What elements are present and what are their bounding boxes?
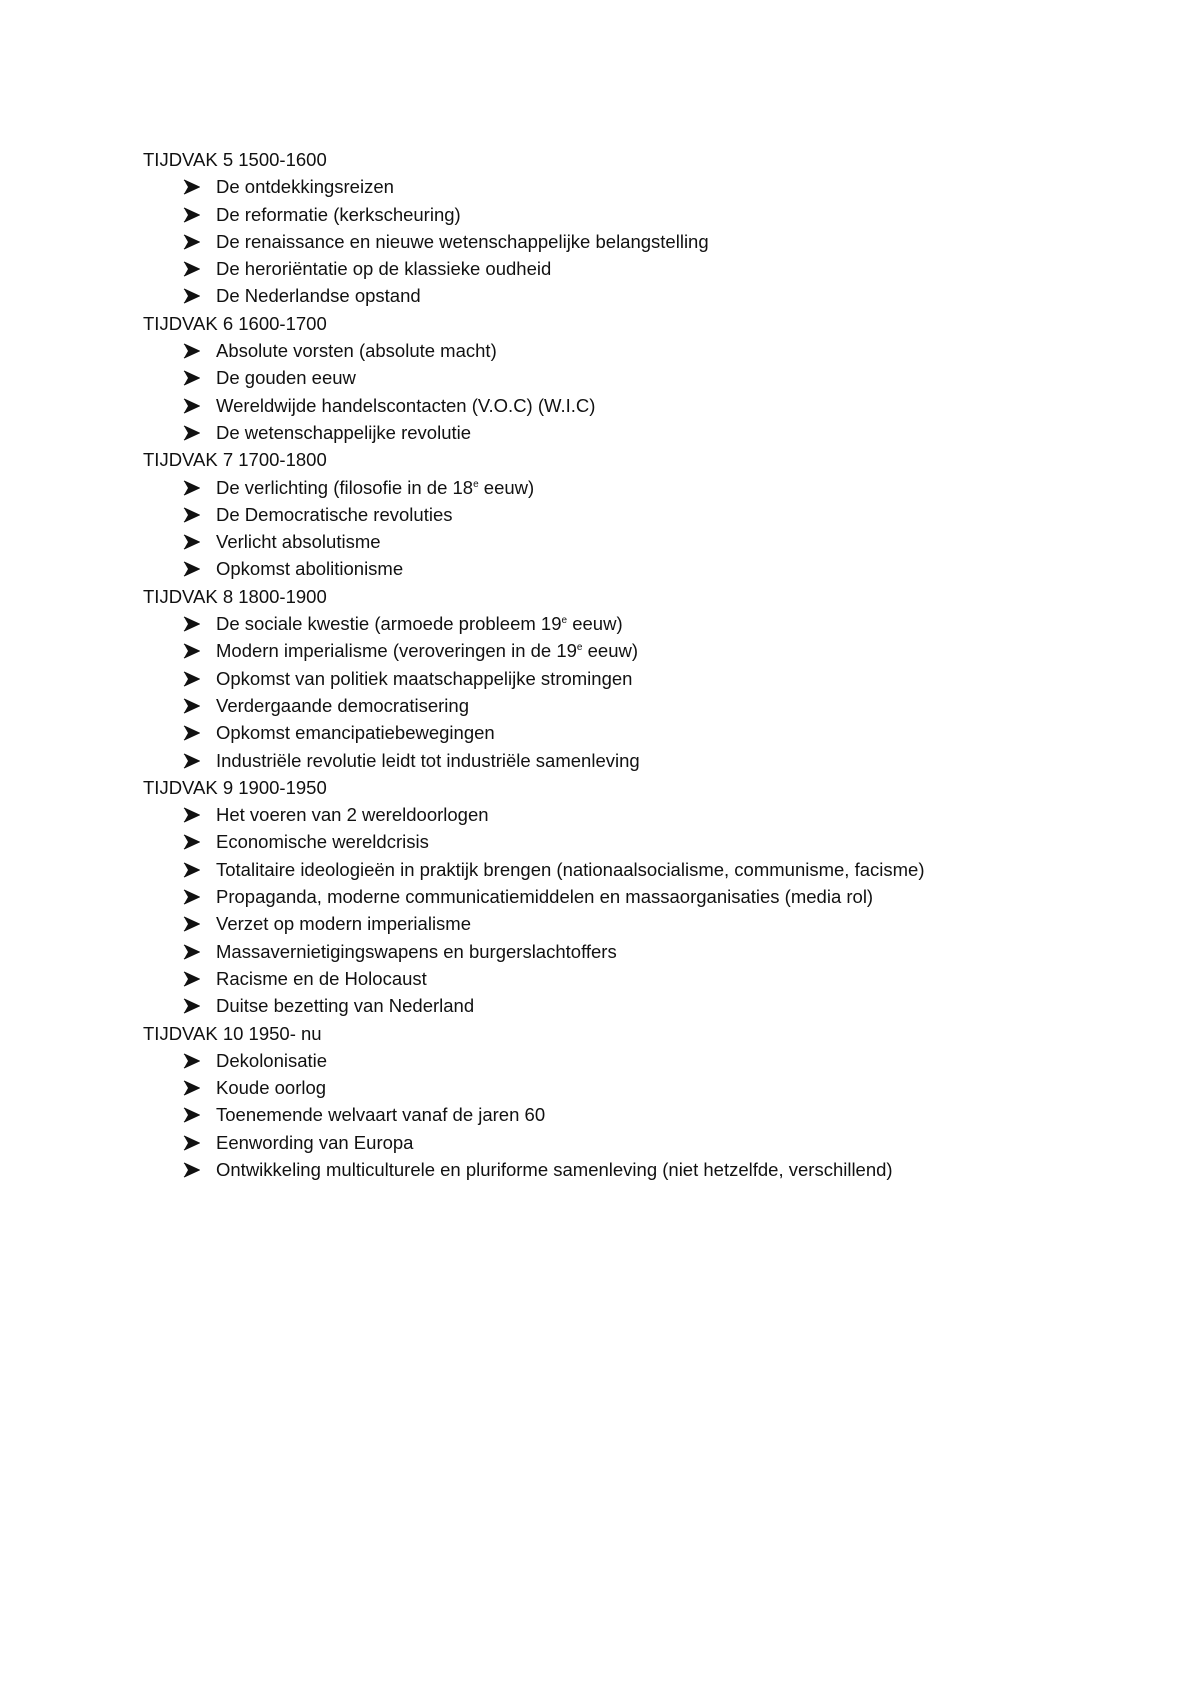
section-heading: TIJDVAK 8 1800-1900 bbox=[143, 585, 327, 607]
list-item-text: Propaganda, moderne communicatiemiddelen en massaorganisaties (media rol) bbox=[216, 886, 874, 908]
list-item-text: Het voeren van 2 wereldoorlogen bbox=[216, 804, 489, 826]
list-item-text-suffix: eeuw) bbox=[582, 640, 639, 662]
list-item-text: Verzet op modern imperialisme bbox=[216, 913, 471, 935]
list-item-text: Massavernietigingswapens en burgerslachtoffers bbox=[216, 940, 617, 962]
arrowhead-bullet-icon bbox=[183, 801, 203, 828]
list-item bbox=[143, 555, 1143, 582]
arrowhead-bullet-icon bbox=[183, 392, 203, 419]
list-item-text: Wereldwijde handelscontacten (V.O.C) (W.I.C) bbox=[216, 394, 596, 416]
arrowhead-bullet-icon bbox=[183, 474, 203, 501]
list-item bbox=[143, 938, 1143, 965]
list-item-text: De ontdekkingsreizen bbox=[216, 176, 394, 198]
arrowhead-bullet-icon bbox=[183, 1156, 203, 1183]
list-item bbox=[143, 474, 1143, 501]
arrowhead-bullet-icon bbox=[183, 228, 203, 255]
list-item bbox=[143, 719, 1143, 746]
list-item bbox=[143, 992, 1143, 1019]
list-item-text: De renaissance en nieuwe wetenschappelijke belangstelling bbox=[216, 230, 709, 252]
list-item bbox=[143, 747, 1143, 774]
list-item-text: Koude oorlog bbox=[216, 1077, 327, 1099]
list-item bbox=[143, 173, 1143, 200]
arrowhead-bullet-icon bbox=[183, 938, 203, 965]
arrowhead-bullet-icon bbox=[183, 747, 203, 774]
list-item-text: De Nederlandse opstand bbox=[216, 285, 421, 307]
list-item bbox=[143, 1101, 1143, 1128]
arrowhead-bullet-icon bbox=[183, 883, 203, 910]
arrowhead-bullet-icon bbox=[183, 828, 203, 855]
arrowhead-bullet-icon bbox=[183, 337, 203, 364]
list-item bbox=[143, 392, 1143, 419]
list-item-text-suffix: eeuw) bbox=[478, 476, 535, 498]
list-item bbox=[143, 610, 1143, 637]
list-item bbox=[143, 419, 1143, 446]
arrowhead-bullet-icon bbox=[183, 692, 203, 719]
section-heading: TIJDVAK 5 1500-1600 bbox=[143, 149, 327, 170]
list-item-text: De reformatie (kerkscheuring) bbox=[216, 203, 461, 225]
list-item-text: Industriële revolutie leidt tot industriële samenleving bbox=[216, 749, 640, 771]
list-item bbox=[143, 282, 1143, 309]
arrowhead-bullet-icon bbox=[183, 1074, 203, 1101]
arrowhead-bullet-icon bbox=[183, 282, 203, 309]
arrowhead-bullet-icon bbox=[183, 665, 203, 692]
arrowhead-bullet-icon bbox=[183, 1047, 203, 1074]
list-item bbox=[143, 1156, 1143, 1183]
list-item-text: Eenwording van Europa bbox=[216, 1131, 414, 1153]
ordinal-superscript: e bbox=[576, 642, 583, 654]
section-heading: TIJDVAK 7 1700-1800 bbox=[143, 449, 327, 471]
ordinal-superscript: e bbox=[473, 478, 479, 490]
list-item bbox=[143, 637, 1143, 664]
arrowhead-bullet-icon bbox=[183, 637, 203, 664]
list-item-text: De wetenschappelijke revolutie bbox=[216, 421, 472, 443]
section-heading: TIJDVAK 9 1900-1950 bbox=[143, 776, 327, 798]
list-item-text: Opkomst abolitionisme bbox=[216, 558, 404, 580]
list-item-text: Verlicht absolutisme bbox=[216, 531, 381, 553]
arrowhead-bullet-icon bbox=[183, 364, 203, 391]
list-item bbox=[143, 1074, 1143, 1101]
list-item bbox=[143, 228, 1143, 255]
arrowhead-bullet-icon bbox=[183, 173, 203, 200]
list-item-text: Duitse bezetting van Nederland bbox=[216, 995, 475, 1017]
list-item-text: Opkomst van politiek maatschappelijke stromingen bbox=[216, 667, 633, 689]
list-item bbox=[143, 692, 1143, 719]
list-item bbox=[143, 965, 1143, 992]
list-item-text: Opkomst emancipatiebewegingen bbox=[216, 722, 495, 744]
list-item bbox=[143, 528, 1143, 555]
arrowhead-bullet-icon bbox=[183, 1129, 203, 1156]
arrowhead-bullet-icon bbox=[183, 856, 203, 883]
list-item-text: Ontwikkeling multiculturele en pluriforme samenleving (niet hetzelfde, verschillend) bbox=[216, 1158, 893, 1180]
arrowhead-bullet-icon bbox=[183, 501, 203, 528]
list-item bbox=[143, 856, 1143, 883]
list-item-text: De verlichting (filosofie in de 18 bbox=[216, 476, 474, 498]
list-item-text: De Democratische revoluties bbox=[216, 503, 453, 525]
arrowhead-bullet-icon bbox=[183, 910, 203, 937]
list-item bbox=[143, 501, 1143, 528]
list-item bbox=[143, 255, 1143, 282]
section-heading: TIJDVAK 6 1600-1700 bbox=[143, 312, 327, 334]
list-item-text: De gouden eeuw bbox=[216, 367, 356, 389]
arrowhead-bullet-icon bbox=[183, 992, 203, 1019]
list-item-text: Verdergaande democratisering bbox=[216, 694, 469, 716]
list-item bbox=[143, 910, 1143, 937]
arrowhead-bullet-icon bbox=[183, 719, 203, 746]
list-item bbox=[143, 665, 1143, 692]
arrowhead-bullet-icon bbox=[183, 965, 203, 992]
tijdvakken-list bbox=[143, 146, 1143, 1183]
list-item bbox=[143, 1129, 1143, 1156]
list-item-text: Absolute vorsten (absolute macht) bbox=[216, 340, 497, 362]
arrowhead-bullet-icon bbox=[183, 528, 203, 555]
list-item-text: De sociale kwestie (armoede probleem 19 bbox=[216, 613, 562, 635]
arrowhead-bullet-icon bbox=[183, 255, 203, 282]
section-heading: TIJDVAK 10 1950- nu bbox=[143, 1022, 322, 1044]
list-item-text: Dekolonisatie bbox=[216, 1049, 328, 1071]
arrowhead-bullet-icon bbox=[183, 201, 203, 228]
list-item bbox=[143, 828, 1143, 855]
list-item bbox=[143, 1047, 1143, 1074]
list-item bbox=[143, 201, 1143, 228]
arrowhead-bullet-icon bbox=[183, 555, 203, 582]
arrowhead-bullet-icon bbox=[183, 419, 203, 446]
list-item-text: De heroriëntatie op de klassieke oudheid bbox=[216, 258, 552, 280]
list-item-text: Modern imperialisme (veroveringen in de 19 bbox=[216, 640, 577, 662]
list-item bbox=[143, 364, 1143, 391]
list-item bbox=[143, 883, 1143, 910]
list-item bbox=[143, 801, 1143, 828]
ordinal-superscript: e bbox=[561, 614, 568, 626]
list-item-text-suffix: eeuw) bbox=[567, 613, 623, 635]
list-item-text: Toenemende welvaart vanaf de jaren 60 bbox=[216, 1104, 546, 1126]
list-item-text: Racisme en de Holocaust bbox=[216, 967, 427, 989]
list-item bbox=[143, 337, 1143, 364]
arrowhead-bullet-icon bbox=[183, 1101, 203, 1128]
list-item-text: Totalitaire ideologieën in praktijk brengen (nationaalsocialisme, communisme, facisme) bbox=[216, 858, 925, 880]
arrowhead-bullet-icon bbox=[183, 610, 203, 637]
list-item-text: Economische wereldcrisis bbox=[216, 831, 429, 853]
